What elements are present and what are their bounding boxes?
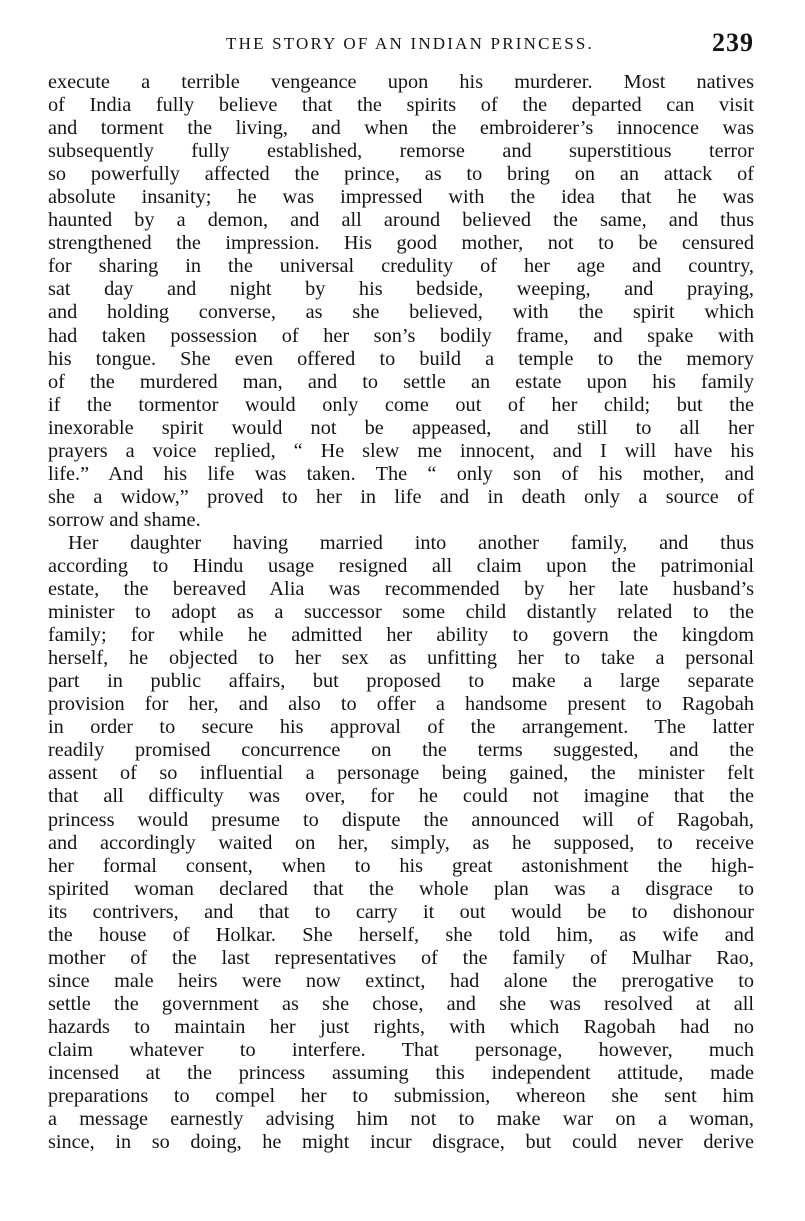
- text-line: hazards to maintain her just rights, with which Ragobah had no: [48, 1015, 754, 1038]
- text-line: claim whatever to interfere. That personage, however, much: [48, 1038, 754, 1061]
- text-line: strengthened the impression. His good mother, not to be censured: [48, 232, 754, 255]
- text-line: spirited woman declared that the whole plan was a disgrace to: [48, 877, 754, 900]
- text-line: she a widow,” proved to her in life and in death only a source of: [48, 485, 754, 508]
- running-head: [48, 28, 754, 58]
- text-line: her formal consent, when to his great astonishment the high-: [48, 854, 754, 877]
- text-line: settle the government as she chose, and she was resolved at all: [48, 992, 754, 1015]
- text-line: according to Hindu usage resigned all claim upon the patrimonial: [48, 554, 754, 577]
- text-line: and accordingly waited on her, simply, as he supposed, to receive: [48, 831, 754, 854]
- text-line: since male heirs were now extinct, had alone the prerogative to: [48, 969, 754, 992]
- text-line: incensed at the princess assuming this independent attitude, made: [48, 1062, 754, 1085]
- paragraph-end-line: sorrow and shame.: [48, 508, 201, 531]
- text-line: haunted by a demon, and all around believed the same, and thus: [48, 209, 754, 232]
- text-line: a message earnestly advising him not to make war on a woman,: [48, 1108, 754, 1131]
- text-line: mother of the last representatives of the family of Mulhar Rao,: [48, 946, 754, 969]
- page-number: 239: [712, 28, 754, 57]
- text-line: and holding converse, as she believed, with the spirit which: [48, 301, 754, 324]
- text-line: estate, the bereaved Alia was recommended by her late husband’s: [48, 578, 754, 601]
- text-line: life.” And his life was taken. The “ only son of his mother, and: [48, 462, 754, 485]
- text-line: provision for her, and also to offer a handsome present to Ragobah: [48, 693, 754, 716]
- text-line: and torment the living, and when the embroiderer’s innocence was: [48, 117, 754, 140]
- text-line: readily promised concurrence on the terms suggested, and the: [48, 739, 754, 762]
- text-line: his tongue. She even offered to build a temple to the memory: [48, 347, 754, 370]
- text-line: had taken possession of her son’s bodily frame, and spake with: [48, 324, 754, 347]
- paragraph-first-line: Her daughter having married into another family, and thus: [68, 531, 754, 554]
- running-title: THE STORY OF AN INDIAN PRINCESS.: [226, 34, 594, 53]
- text-line: herself, he objected to her sex as unfitting her to take a personal: [48, 647, 754, 670]
- text-line: inexorable spirit would not be appeased, and still to all her: [48, 416, 754, 439]
- text-line: family; for while he admitted her ability to govern the kingdom: [48, 624, 754, 647]
- text-line: that all difficulty was over, for he could not imagine that the: [48, 785, 754, 808]
- text-line: prayers a voice replied, “ He slew me innocent, and I will have his: [48, 439, 754, 462]
- text-line: the house of Holkar. She herself, she told him, as wife and: [48, 923, 754, 946]
- text-line: minister to adopt as a successor some child distantly related to the: [48, 601, 754, 624]
- text-line: execute a terrible vengeance upon his murderer. Most natives: [48, 71, 754, 93]
- text-line: since, in so doing, he might incur disgrace, but could never derive: [48, 1131, 754, 1154]
- text-line: assent of so influential a personage being gained, the minister felt: [48, 762, 754, 785]
- text-line: for sharing in the universal credulity of her age and country,: [48, 255, 754, 278]
- body-text: [48, 71, 754, 1154]
- text-line: sat day and night by his bedside, weeping, and praying,: [48, 278, 754, 301]
- text-line: its contrivers, and that to carry it out would be to dishonour: [48, 900, 754, 923]
- text-line: of the murdered man, and to settle an estate upon his family: [48, 370, 754, 393]
- text-line: of India fully believe that the spirits of the departed can visit: [48, 94, 754, 117]
- text-line: subsequently fully established, remorse and superstitious terror: [48, 140, 754, 163]
- text-line: princess would presume to dispute the announced will of Ragobah,: [48, 808, 754, 831]
- text-line: part in public affairs, but proposed to make a large separate: [48, 670, 754, 693]
- text-line: in order to secure his approval of the arrangement. The latter: [48, 716, 754, 739]
- text-line: so powerfully affected the prince, as to bring on an attack of: [48, 163, 754, 186]
- text-line: preparations to compel her to submission, whereon she sent him: [48, 1085, 754, 1108]
- text-line: absolute insanity; he was impressed with the idea that he was: [48, 186, 754, 209]
- text-line: if the tormentor would only come out of her child; but the: [48, 393, 754, 416]
